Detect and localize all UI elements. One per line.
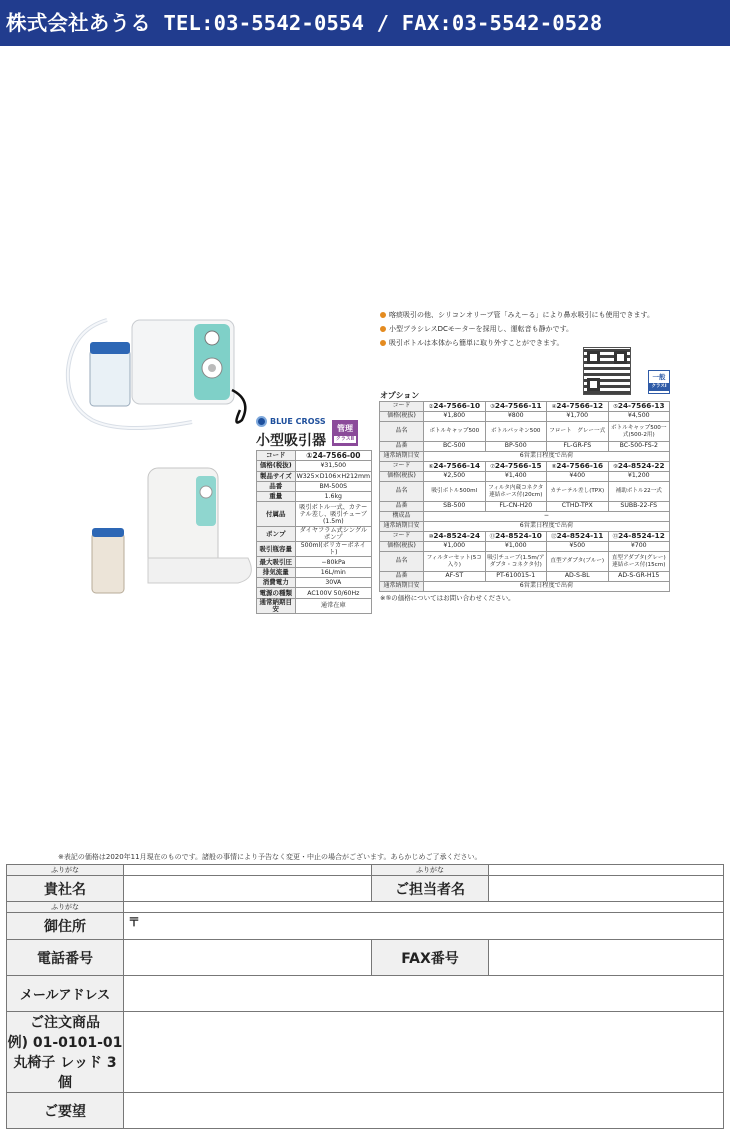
option-code-cell bbox=[424, 532, 486, 542]
option-price-cell: ¥1,700 bbox=[547, 412, 609, 422]
spec-row bbox=[257, 451, 372, 461]
option-label-comp: 構成品 bbox=[380, 512, 424, 522]
option-name-cell: ボトルパッキン500 bbox=[485, 422, 547, 442]
price-disclaimer: ※表記の価格は2020年11月現在のものです。諸般の事情により予告なく変更・中止の場合がございます。あらかじめご了承ください。 bbox=[58, 853, 482, 861]
spec-value: 30VA bbox=[295, 578, 371, 588]
option-row-part bbox=[380, 442, 670, 452]
option-code-cell bbox=[485, 462, 547, 472]
spec-row bbox=[257, 567, 372, 577]
request-label: ご要望 bbox=[7, 1093, 124, 1129]
option-code: 24-7566-14 bbox=[433, 460, 481, 470]
contact-furigana-field[interactable] bbox=[489, 865, 724, 876]
spec-value: W325×D106×H212mm bbox=[296, 472, 370, 480]
option-part-cell: SUBB-22-FS bbox=[608, 502, 670, 512]
spec-row bbox=[257, 471, 372, 481]
spec-label: 電源の種類 bbox=[257, 588, 296, 598]
option-code-cell bbox=[424, 462, 486, 472]
class-ii-badge-top: 管理 bbox=[337, 424, 353, 433]
product-spec-table bbox=[256, 450, 372, 614]
option-part-cell: AD-S-GR-H15 bbox=[608, 572, 670, 582]
option-label-part: 品番 bbox=[380, 502, 424, 512]
option-part-cell: FL-CN-H20 bbox=[485, 502, 547, 512]
order-form bbox=[6, 864, 724, 1129]
spec-label: コード bbox=[257, 451, 296, 461]
spec-value: 500ml(ポリカーボネイト) bbox=[295, 542, 371, 557]
feature-item: 吸引ボトルは本体から簡単に取り外すことができます。 bbox=[380, 336, 654, 350]
spec-row bbox=[257, 481, 372, 491]
option-part-cell: FL-GR-FS bbox=[547, 442, 609, 452]
spec-label: 通常納期目安 bbox=[257, 598, 296, 613]
option-part-cell: SB-500 bbox=[424, 502, 486, 512]
option-part-cell: AF-ST bbox=[424, 572, 486, 582]
option-number: ⑪ bbox=[489, 533, 496, 540]
brand-logo-text: BLUE CROSS bbox=[270, 417, 326, 426]
options-table bbox=[379, 401, 670, 592]
option-label-code: コード bbox=[380, 532, 424, 542]
option-price-cell: ¥1,800 bbox=[424, 412, 486, 422]
spec-label: 最大吸引圧 bbox=[257, 557, 296, 567]
option-lead-cell: 6営業日程度で出荷 bbox=[424, 522, 670, 532]
class-ii-badge-bottom: クラスⅡ bbox=[335, 436, 355, 442]
class-i-badge-bottom: クラスⅠ bbox=[649, 383, 669, 391]
order-field[interactable] bbox=[124, 1012, 724, 1093]
bullet-dot-icon bbox=[380, 326, 386, 332]
option-row-name bbox=[380, 552, 670, 572]
option-number: ⑨ bbox=[612, 463, 618, 470]
option-label-lead: 通常納期目安 bbox=[380, 522, 424, 532]
header-banner: 株式会社あうる TEL:03-5542-0554 / FAX:03-5542-0528 bbox=[0, 0, 730, 46]
spec-row bbox=[257, 578, 372, 588]
email-field[interactable] bbox=[124, 976, 724, 1012]
option-name-cell: 吸引ボトル500ml bbox=[424, 482, 486, 502]
company-field[interactable] bbox=[124, 876, 372, 902]
option-label-name: 品名 bbox=[380, 482, 424, 502]
options-note: ※⑤の価格についてはお問い合わせください。 bbox=[380, 594, 515, 602]
option-row-price bbox=[380, 412, 670, 422]
class-i-badge bbox=[648, 370, 670, 394]
option-price-cell: ¥1,000 bbox=[424, 542, 486, 552]
bullet-dot-icon bbox=[380, 312, 386, 318]
option-number: ③ bbox=[489, 403, 495, 410]
furigana-label: ふりがな bbox=[372, 865, 489, 876]
option-part-cell: BP-500 bbox=[485, 442, 547, 452]
option-number: ⑬ bbox=[612, 533, 619, 540]
option-label-part: 品番 bbox=[380, 572, 424, 582]
option-number: ⑥ bbox=[428, 463, 434, 470]
bullet-dot-icon bbox=[380, 340, 386, 346]
spec-row bbox=[257, 557, 372, 567]
option-code: 24-8524-22 bbox=[617, 460, 665, 470]
spec-value: 16L/min bbox=[295, 567, 371, 577]
brand-logo bbox=[256, 416, 326, 427]
option-row-name bbox=[380, 422, 670, 442]
option-part-cell: BC-500 bbox=[424, 442, 486, 452]
option-comp-cell: − bbox=[424, 512, 670, 522]
company-furigana-field[interactable] bbox=[124, 865, 372, 876]
option-lead-cell: 6営業日程度で出荷 bbox=[424, 582, 670, 592]
option-row-part bbox=[380, 502, 670, 512]
option-label-price: 価格(税抜) bbox=[380, 542, 424, 552]
brand-logo-icon bbox=[256, 416, 267, 427]
option-part-cell: AD-S-BL bbox=[547, 572, 609, 582]
option-row-comp bbox=[380, 512, 670, 522]
option-label-lead: 通常納期目安 bbox=[380, 582, 424, 592]
feature-item: 喀痰吸引の他、シリコンオリーブ管「みえーる」により鼻水吸引にも使用できます。 bbox=[380, 308, 654, 322]
option-code-cell bbox=[547, 402, 609, 412]
class-i-badge-top: 一般 bbox=[652, 373, 666, 381]
option-label-code: コード bbox=[380, 402, 424, 412]
option-row-code bbox=[380, 532, 670, 542]
option-code: 24-8524-12 bbox=[618, 530, 665, 540]
spec-row bbox=[257, 492, 372, 502]
spec-label: ポンプ bbox=[257, 527, 296, 542]
option-name-cell: ボトルキャップ500 bbox=[424, 422, 486, 442]
contact-field[interactable] bbox=[489, 876, 724, 902]
option-code-cell bbox=[547, 462, 609, 472]
qr-code-icon bbox=[583, 347, 631, 395]
option-label-name: 品名 bbox=[380, 552, 424, 572]
spec-row bbox=[257, 527, 372, 542]
option-part-cell: PT-610015-1 bbox=[485, 572, 547, 582]
spec-label: 品番 bbox=[257, 481, 296, 491]
spec-row bbox=[257, 461, 372, 471]
option-code-cell bbox=[608, 402, 670, 412]
option-price-cell: ¥1,000 bbox=[485, 542, 547, 552]
address-label: 御住所 bbox=[7, 913, 124, 940]
order-example: 例) 01-0101-01 丸椅子 レッド 3個 bbox=[7, 1035, 123, 1091]
spec-value: 吸引ボトル一式、カテーテル差し、吸引チューブ(1.5m) bbox=[295, 502, 371, 527]
option-part-cell: BC-500-FS-2 bbox=[608, 442, 670, 452]
option-code: 24-7566-12 bbox=[556, 400, 604, 410]
option-price-cell: ¥1,400 bbox=[485, 472, 547, 482]
option-code-cell bbox=[608, 462, 670, 472]
option-price-cell: ¥500 bbox=[547, 542, 609, 552]
request-field[interactable] bbox=[124, 1093, 724, 1129]
option-code-cell bbox=[547, 532, 609, 542]
order-label bbox=[7, 1012, 124, 1093]
option-code-cell bbox=[424, 402, 486, 412]
option-lead-cell: 6営業日程度で出荷 bbox=[424, 452, 670, 462]
option-name-cell: 直型アダプタ(ブルー) bbox=[547, 552, 609, 572]
order-label-text: ご注文商品 bbox=[30, 1015, 100, 1031]
spec-row bbox=[257, 502, 372, 527]
option-price-cell: ¥700 bbox=[608, 542, 670, 552]
phone-field[interactable] bbox=[124, 940, 372, 976]
option-name-cell: フロート グレー一式 bbox=[547, 422, 609, 442]
option-number: ⑫ bbox=[551, 533, 557, 540]
option-label-name: 品名 bbox=[380, 422, 424, 442]
option-row-code bbox=[380, 402, 670, 412]
class-ii-badge bbox=[332, 420, 358, 446]
option-label-price: 価格(税抜) bbox=[380, 412, 424, 422]
option-number: ② bbox=[428, 403, 434, 410]
spec-value: ¥31,500 bbox=[295, 461, 371, 471]
option-label-part: 品番 bbox=[380, 442, 424, 452]
option-code: 24-8524-11 bbox=[556, 530, 604, 540]
feature-item: 小型ブラシレスDCモーターを採用し、運転音も静かです。 bbox=[380, 322, 654, 336]
option-name-cell: カテーテル差し(TPX) bbox=[547, 482, 609, 502]
option-row-name bbox=[380, 482, 670, 502]
option-code-cell bbox=[608, 532, 670, 542]
postal-mark: 〒 bbox=[128, 915, 141, 929]
option-part-cell: CTHD-TPX bbox=[547, 502, 609, 512]
spec-value: 1.6kg bbox=[295, 492, 371, 502]
spec-value: AC100V 50/60Hz bbox=[295, 588, 371, 598]
options-title: オプション bbox=[380, 391, 420, 400]
option-name-cell: フィルタ内蔵コネクタ連結ホース付(20cm) bbox=[485, 482, 547, 502]
option-code: 24-7566-16 bbox=[556, 460, 604, 470]
option-code-cell bbox=[485, 532, 547, 542]
option-price-cell: ¥2,500 bbox=[424, 472, 486, 482]
spec-label: 価格(税抜) bbox=[257, 461, 296, 471]
option-row-price bbox=[380, 472, 670, 482]
address-furigana-field[interactable] bbox=[124, 902, 724, 913]
option-label-price: 価格(税抜) bbox=[380, 472, 424, 482]
option-price-cell: ¥800 bbox=[485, 412, 547, 422]
suction-unit-back-photo bbox=[88, 458, 258, 603]
option-code: 24-8524-24 bbox=[433, 530, 481, 540]
option-price-cell: ¥1,200 bbox=[608, 472, 670, 482]
spec-label: 排気流量 bbox=[257, 567, 296, 577]
option-name-cell: 吸引チューブ(1.5m/アダプタ・コネクタ付) bbox=[485, 552, 547, 572]
spec-label: 重量 bbox=[257, 492, 296, 502]
option-code: 24-7566-15 bbox=[494, 460, 542, 470]
suction-unit-photo bbox=[62, 310, 254, 430]
option-code: 24-7566-13 bbox=[617, 400, 665, 410]
spec-value: 通常在庫 bbox=[295, 598, 371, 613]
option-label-lead: 通常納期目安 bbox=[380, 452, 424, 462]
address-field[interactable] bbox=[124, 913, 724, 940]
spec-value: ダイヤフラム式シングルポンプ bbox=[295, 527, 371, 542]
option-name-cell: 補助ボトル22一式 bbox=[608, 482, 670, 502]
spec-label: 消費電力 bbox=[257, 578, 296, 588]
option-code: 24-7566-11 bbox=[494, 400, 542, 410]
phone-label: 電話番号 bbox=[7, 940, 124, 976]
option-price-cell: ¥4,500 bbox=[608, 412, 670, 422]
option-number: ⑦ bbox=[489, 463, 495, 470]
furigana-label: ふりがな bbox=[7, 865, 124, 876]
fax-field[interactable] bbox=[489, 940, 724, 976]
option-number: ⑤ bbox=[612, 403, 618, 410]
option-label-code: コード bbox=[380, 462, 424, 472]
spec-label: 吸引瓶容量 bbox=[257, 542, 296, 557]
fax-label: FAX番号 bbox=[372, 940, 489, 976]
contact-label: ご担当者名 bbox=[372, 876, 489, 902]
spec-row bbox=[257, 598, 372, 613]
furigana-label: ふりがな bbox=[7, 902, 124, 913]
option-row-price bbox=[380, 542, 670, 552]
option-number: ⑧ bbox=[551, 463, 557, 470]
option-name-cell: 直型アダプタ(グレー)連結ホース付(15cm) bbox=[608, 552, 670, 572]
spec-value: BM-500S bbox=[295, 481, 371, 491]
option-number: ⑩ bbox=[428, 533, 434, 540]
option-code-cell bbox=[485, 402, 547, 412]
spec-row bbox=[257, 542, 372, 557]
spec-row bbox=[257, 588, 372, 598]
product-title: 小型吸引器 bbox=[256, 433, 326, 449]
spec-label: 製品サイズ bbox=[257, 471, 296, 481]
option-row-lead bbox=[380, 582, 670, 592]
option-number: ④ bbox=[551, 403, 557, 410]
company-label: 貴社名 bbox=[7, 876, 124, 902]
spec-value: ①24-7566-00 bbox=[295, 451, 371, 461]
option-row-code bbox=[380, 462, 670, 472]
option-code: 24-8524-10 bbox=[495, 530, 542, 540]
email-label: メールアドレス bbox=[7, 976, 124, 1012]
option-row-part bbox=[380, 572, 670, 582]
option-name-cell: ボトルキャップ500一式(500-2用) bbox=[608, 422, 670, 442]
option-name-cell: フィルターセット(5コ入り) bbox=[424, 552, 486, 572]
spec-value: −80kPa bbox=[295, 557, 371, 567]
spec-label: 付属品 bbox=[257, 502, 296, 527]
option-price-cell: ¥400 bbox=[547, 472, 609, 482]
feature-list bbox=[380, 308, 654, 350]
option-code: 24-7566-10 bbox=[433, 400, 481, 410]
